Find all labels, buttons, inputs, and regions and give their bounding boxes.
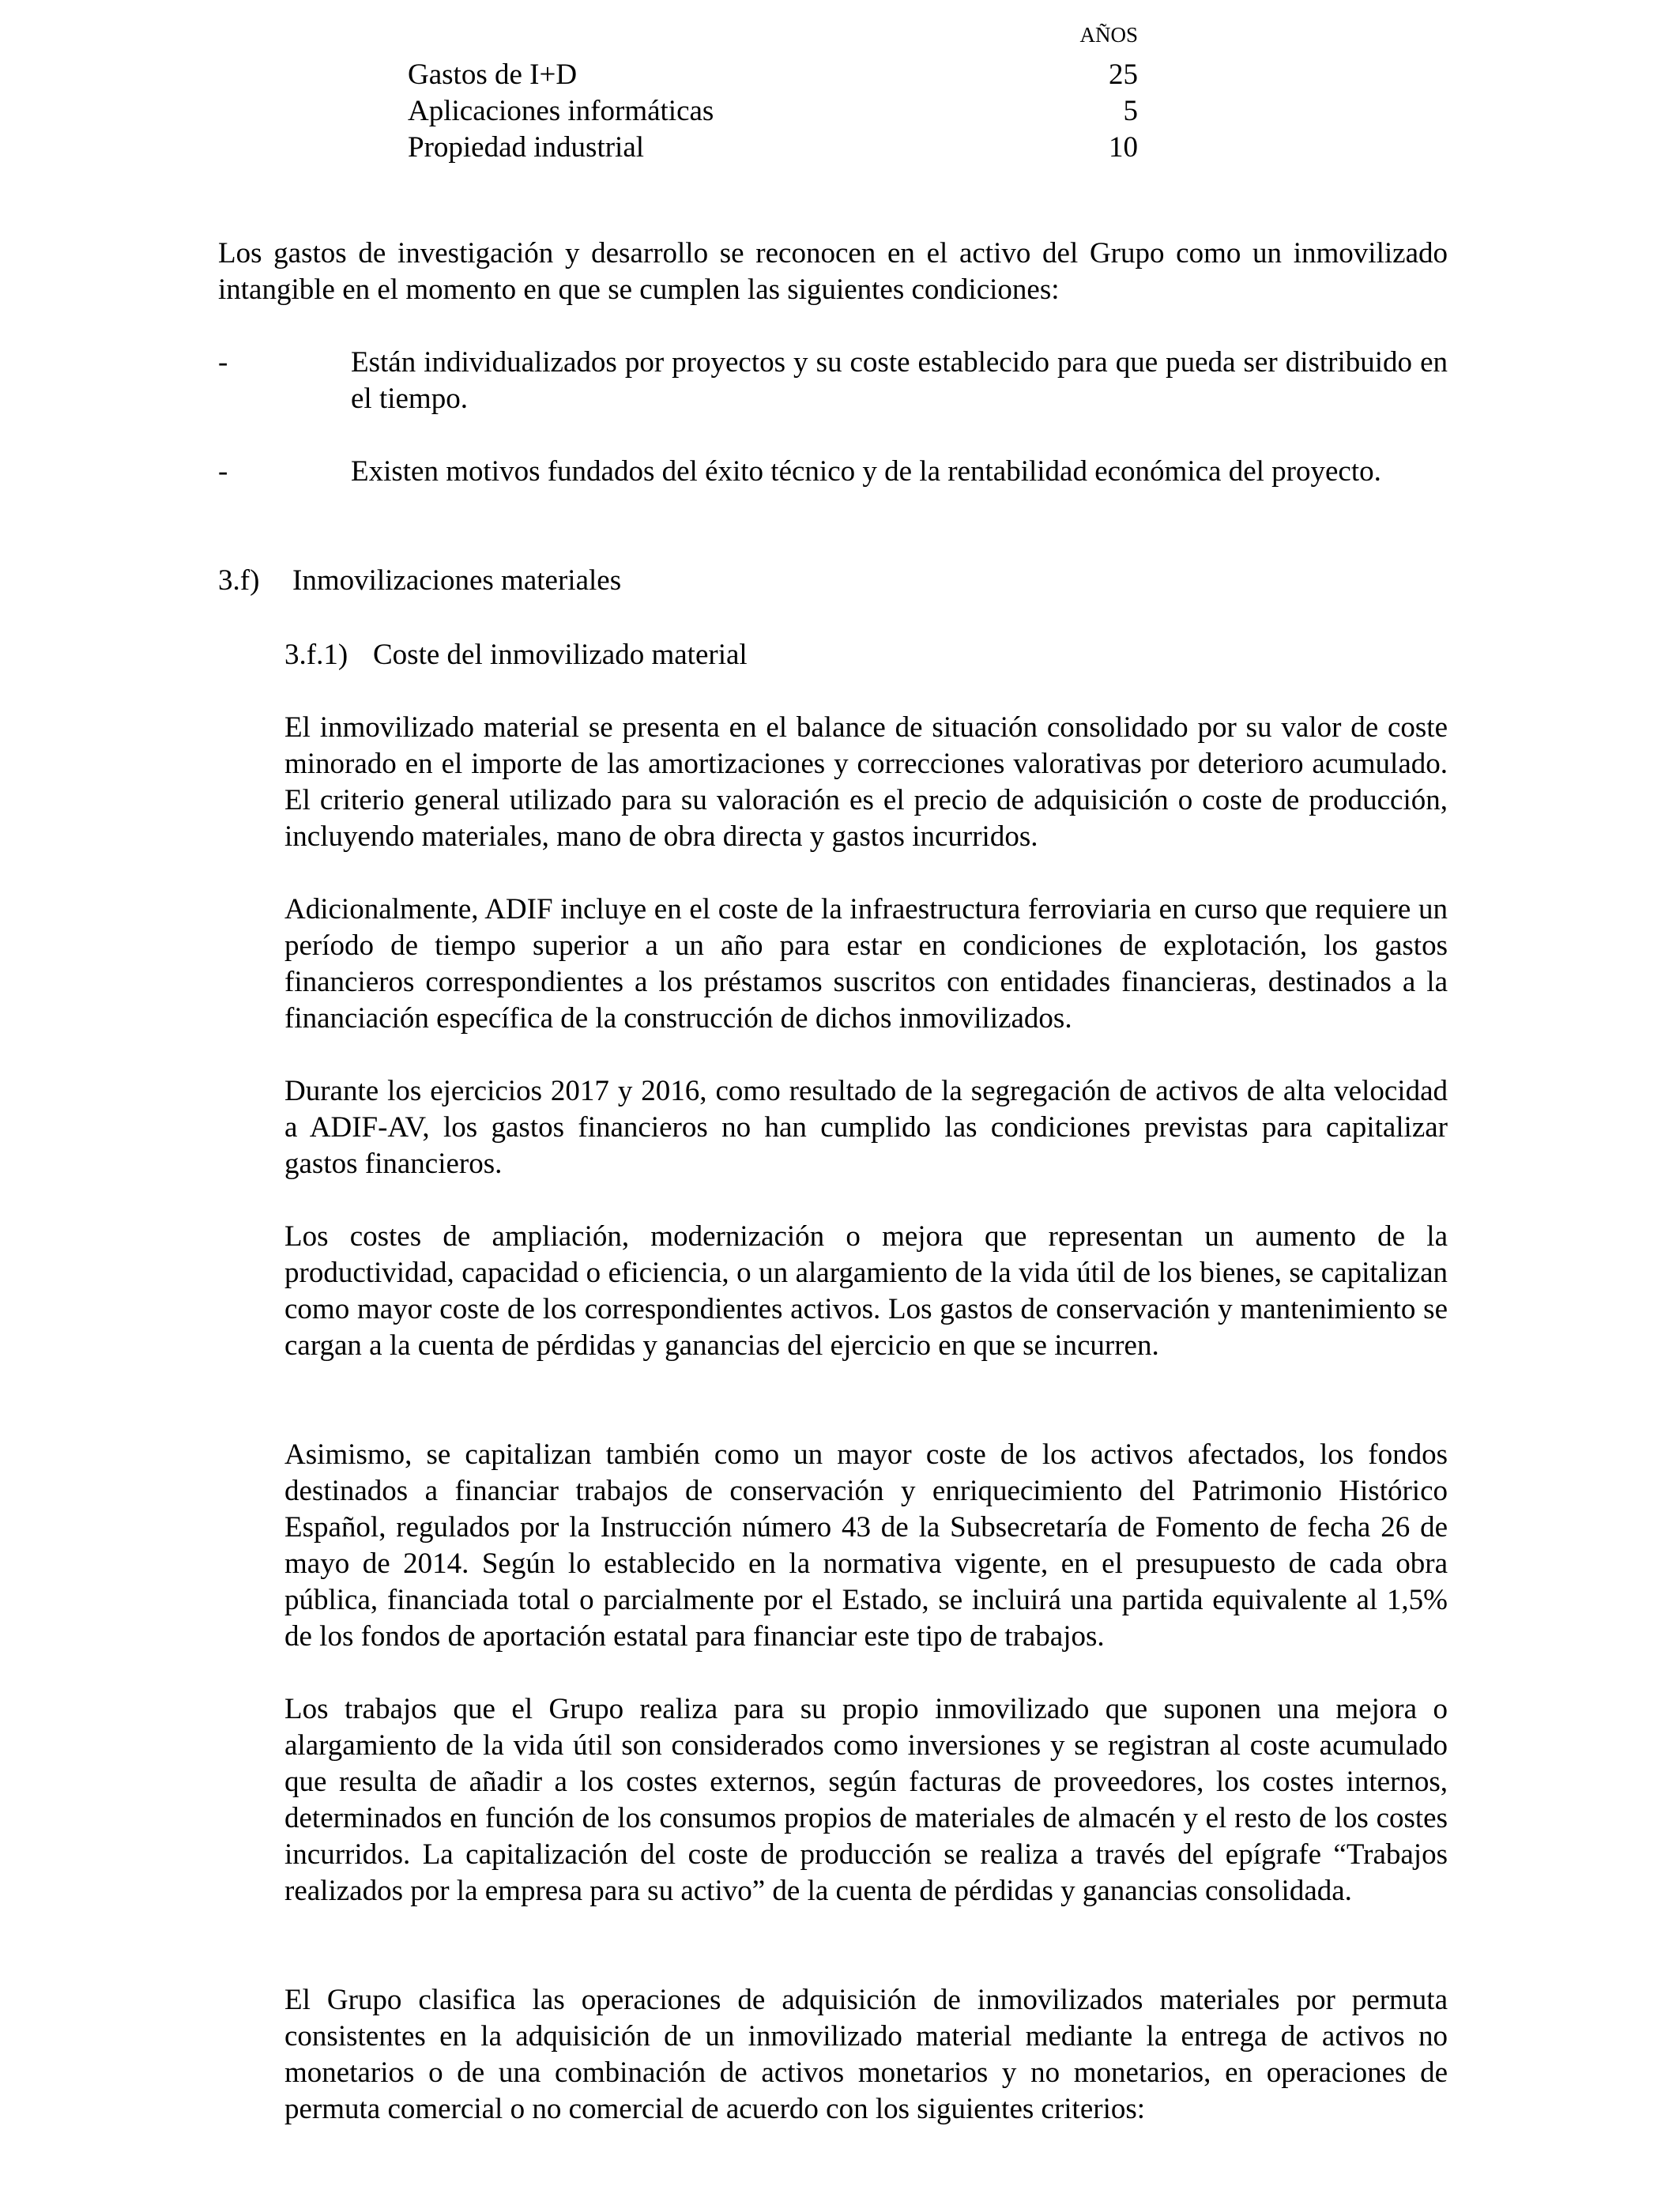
subsection-number: 3.f.1) xyxy=(284,639,348,671)
body-paragraph: Durante los ejercicios 2017 y 2016, como resultado de la segregación de activos de alta velocidad a ADIF-AV, los gastos financieros no han cumplido las condiciones previstas para capitalizar gastos financieros. xyxy=(284,1075,1448,1180)
table-row-value: 10 xyxy=(1109,131,1138,164)
table-row-label: Propiedad industrial xyxy=(408,131,645,164)
section-heading xyxy=(218,563,621,599)
body-paragraph: Adicionalmente, ADIF incluye en el coste de la infraestructura ferroviaria en curso que requiere un período de tiempo superior a un año para estar en condiciones de explotación, los gastos financieros correspondientes a los préstamos suscritos con entidades financieras, destinados a la financiación específica de la construcción de dichos inmovilizados. xyxy=(284,893,1448,1035)
body-paragraph: Asimismo, se capitalizan también como un mayor coste de los activos afectados, los fondos destinados a financiar trabajos de conservación y enriquecimiento del Patrimonio Histórico Español, regulados por la Instrucción número 43 de la Subsecretaría de Fomento de fecha 26 de mayo de 2014. Según lo establecido en la normativa vigente, en el presupuesto de cada obra pública, financiada total o parcialmente por el Estado, se incluirá una partida equivalente al 1,5% de los fondos de aportación estatal para financiar este tipo de trabajos. xyxy=(284,1438,1448,1653)
table-row-label: Gastos de I+D xyxy=(408,58,578,91)
bullet-marker: - xyxy=(218,455,228,488)
body-paragraph: Los costes de ampliación, modernización o mejora que representan un aumento de la productividad, capacidad o eficiencia, o un alargamiento de la vida útil de los bienes, se capitalizan como mayor coste de los correspondientes activos. Los gastos de conservación y mantenimiento se cargan a la cuenta de pérdidas y ganancias del ejercicio en que se incurren. xyxy=(284,1220,1448,1362)
intro-paragraph: Los gastos de investigación y desarrollo se reconocen en el activo del Grupo como un inmovilizado intangible en el momento en que se cumplen las siguientes condiciones: xyxy=(218,237,1448,306)
table-row-value: 5 xyxy=(1123,95,1138,127)
bullet-text: Están individualizados por proyectos y su coste establecido para que pueda ser distribuido en el tiempo. xyxy=(351,346,1448,415)
table-row xyxy=(408,93,1138,130)
section-title: Inmovilizaciones materiales xyxy=(292,564,622,597)
subsection-title: Coste del inmovilizado material xyxy=(373,639,748,671)
body-paragraph: Los trabajos que el Grupo realiza para su propio inmovilizado que suponen una mejora o alargamiento de la vida útil son considerados como inversiones y se registran al coste acumulado que resulta de añadir a los costes externos, según facturas de proveedores, los costes internos, determinados en función de los consumos propios de materiales de almacén y el resto de los costes incurridos. La capitalización del coste de producción se realiza a través del epígrafe “Trabajos realizados por la empresa para su activo” de la cuenta de pérdidas y ganancias consolidada. xyxy=(284,1693,1448,1907)
table-header-years: AÑOS xyxy=(1079,23,1138,47)
bullet-text: Existen motivos fundados del éxito técnico y de la rentabilidad económica del proyecto. xyxy=(351,455,1381,488)
table-row xyxy=(408,130,1138,166)
body-paragraph: El Grupo clasifica las operaciones de adquisición de inmovilizados materiales por permuta consistentes en la adquisición de un inmovilizado material mediante la entrega de activos no monetarios o de una combinación de activos monetarios y no monetarios, en operaciones de permuta comercial o no comercial de acuerdo con los siguientes criterios: xyxy=(284,1984,1448,2125)
body-paragraph: El inmovilizado material se presenta en el balance de situación consolidado por su valor de coste minorado en el importe de las amortizaciones y correcciones valorativas por deterioro acumulado. El criterio general utilizado para su valoración es el precio de adquisición o coste de producción, incluyendo materiales, mano de obra directa y gastos incurridos. xyxy=(284,711,1448,853)
subsection-heading xyxy=(284,637,748,673)
table-row xyxy=(408,57,1138,93)
bullet-marker: - xyxy=(218,346,228,379)
table-row-label: Aplicaciones informáticas xyxy=(408,95,714,127)
table-row-value: 25 xyxy=(1109,58,1138,91)
section-number: 3.f) xyxy=(218,564,260,597)
